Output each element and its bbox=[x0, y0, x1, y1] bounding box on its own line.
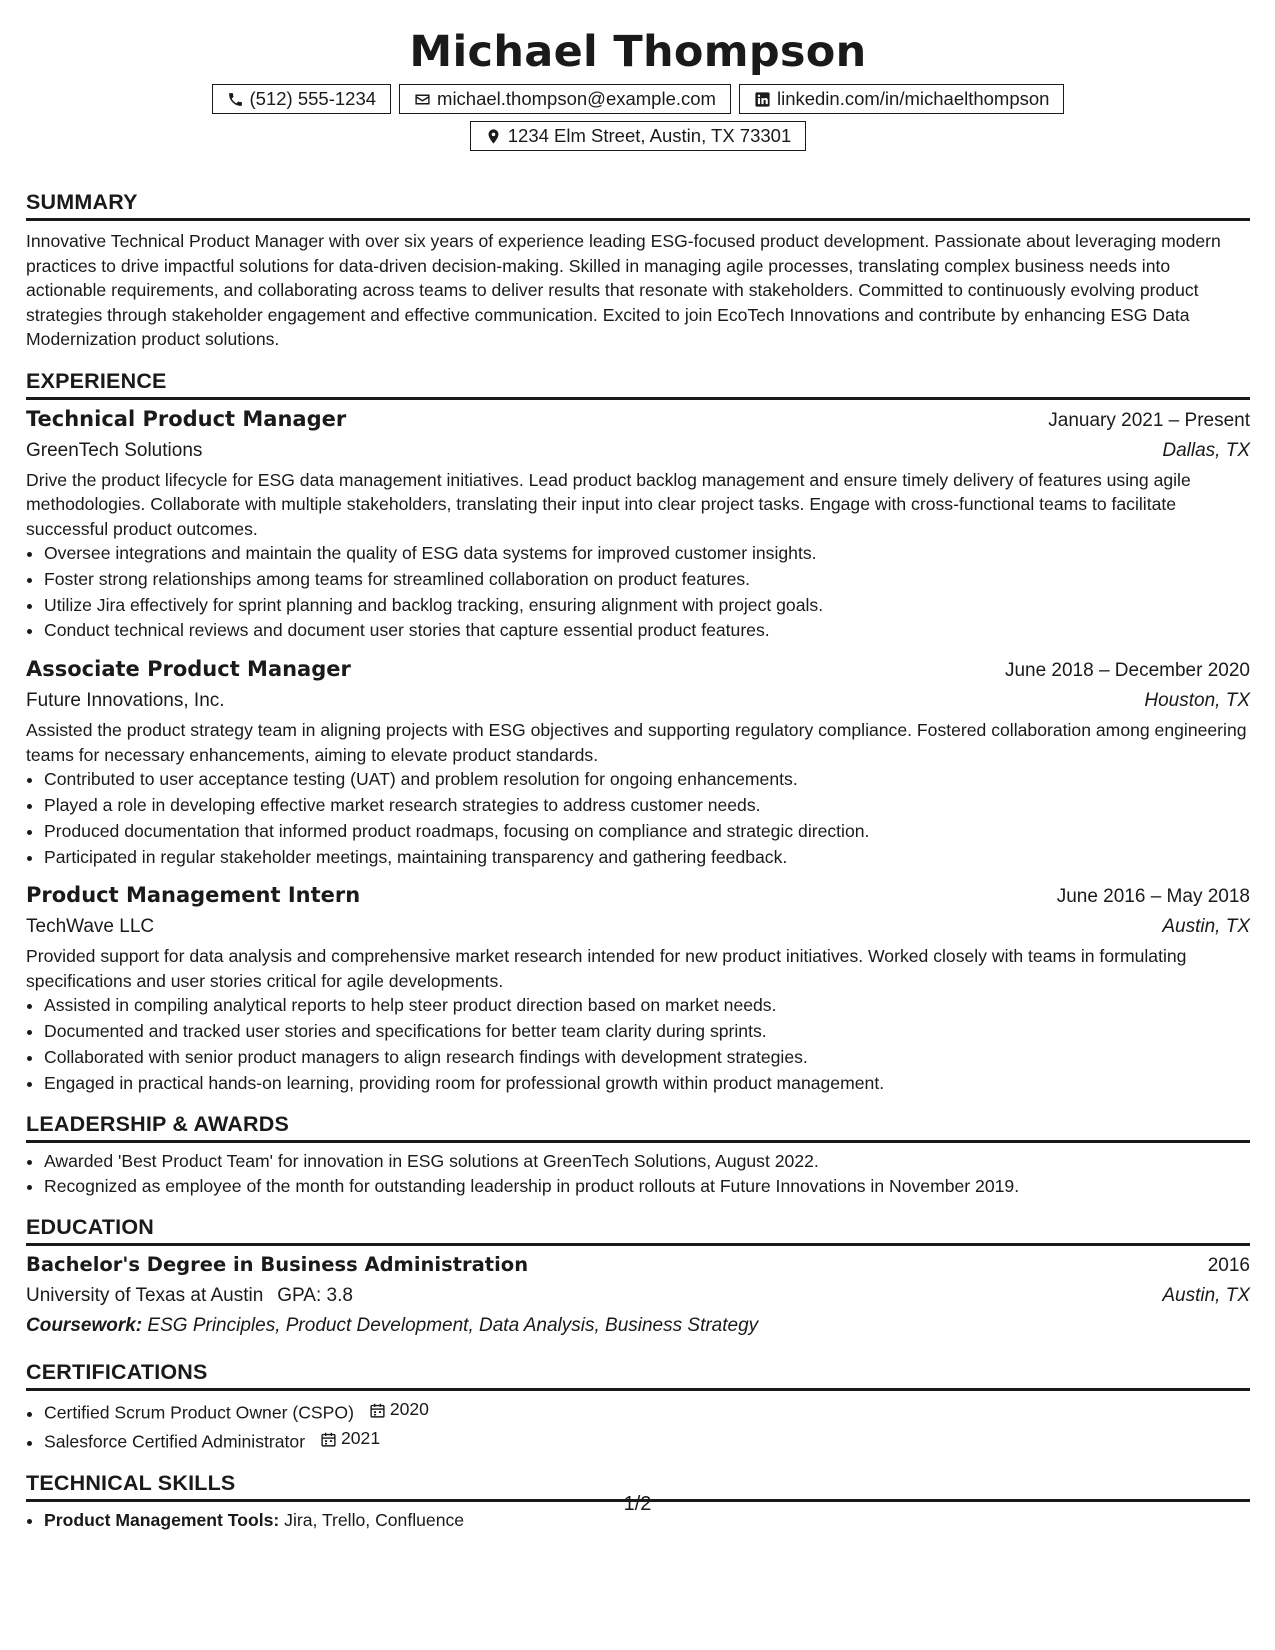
list-item: • Engaged in practical hands-on learning, providing room for professional growth within product management. bbox=[44, 1071, 1250, 1097]
list-item bbox=[44, 1397, 1250, 1426]
job-entry bbox=[26, 880, 1250, 1096]
job-description: Provided support for data analysis and comprehensive market research intended for new product initiatives. Worked closely with teams in formulating specifications and user stories critical for agile developments. bbox=[26, 946, 1187, 991]
list-item: • Contributed to user acceptance testing (UAT) and problem resolution for ongoing enhancements. bbox=[44, 767, 1250, 793]
section-heading: EDUCATION bbox=[26, 1214, 1250, 1246]
linkedin-text[interactable]: linkedin.com/in/michaelthompson bbox=[776, 88, 1050, 109]
list-item: • Documented and tracked user stories and specifications for better team clarity during sprints. bbox=[44, 1019, 1250, 1045]
email-chip[interactable] bbox=[399, 84, 731, 114]
coursework-label: Coursework: bbox=[26, 1315, 143, 1337]
linkedin-chip[interactable] bbox=[739, 84, 1065, 114]
job-title: Associate Product Manager bbox=[26, 657, 351, 682]
job-description: Drive the product lifecycle for ESG data management initiatives. Lead product backlog management and ensure timely delivery of features using agile methodologies. Collaborate with multiple stakeholders, translating their input into clear project tasks. Engage with cross-functional teams to facilitate successful product outcomes. bbox=[26, 469, 1191, 539]
candidate-name: Michael Thompson bbox=[409, 27, 867, 77]
cert-name: Certified Scrum Product Owner (CSPO) bbox=[44, 1402, 354, 1423]
job-bullets bbox=[26, 993, 1250, 1096]
school-location: Austin, TX bbox=[1162, 1285, 1250, 1307]
school-name: University of Texas at Austin bbox=[26, 1285, 264, 1307]
section-heading: TECHNICAL SKILLS bbox=[26, 1470, 1250, 1502]
section-heading: CERTIFICATIONS bbox=[26, 1359, 1250, 1391]
job-company: GreenTech Solutions bbox=[26, 439, 203, 461]
job-dates: June 2016 – May 2018 bbox=[1056, 886, 1250, 908]
job-dates: January 2021 – Present bbox=[1048, 409, 1250, 431]
job-dates: June 2018 – December 2020 bbox=[1004, 660, 1250, 682]
job-location: Dallas, TX bbox=[1162, 439, 1250, 461]
cert-year-wrap bbox=[369, 1397, 429, 1423]
calendar-icon bbox=[320, 1431, 337, 1448]
section-heading: SUMMARY bbox=[26, 189, 1250, 221]
section-heading: LEADERSHIP & AWARDS bbox=[26, 1111, 1250, 1143]
linkedin-icon bbox=[754, 91, 771, 108]
job-company: Future Innovations, Inc. bbox=[26, 690, 225, 712]
list-item: • Awarded 'Best Product Team' for innovation in ESG solutions at GreenTech Solutions, August 2022. bbox=[44, 1149, 1250, 1175]
graduation-year: 2016 bbox=[1207, 1255, 1250, 1277]
phone-chip bbox=[212, 84, 392, 114]
contact-row-2 bbox=[26, 121, 1250, 151]
cert-year: 2020 bbox=[389, 1399, 429, 1420]
certifications-section bbox=[26, 1359, 1250, 1455]
list-item: • Foster strong relationships among teams for streamlined collaboration on product features. bbox=[44, 567, 1250, 593]
page-number: 1/2 bbox=[623, 1493, 652, 1515]
cert-year: 2021 bbox=[340, 1428, 381, 1449]
job-entry bbox=[26, 404, 1250, 645]
job-company: TechWave LLC bbox=[26, 916, 155, 938]
section-heading: EXPERIENCE bbox=[26, 368, 1250, 400]
coursework bbox=[26, 1311, 1250, 1341]
job-bullets bbox=[26, 767, 1250, 870]
coursework-list: ESG Principles, Product Development, Data Analysis, Business Strategy bbox=[147, 1315, 759, 1337]
education-section bbox=[26, 1214, 1250, 1341]
list-item: • Collaborated with senior product managers to align research findings with development strategies. bbox=[44, 1045, 1250, 1071]
skill-label: Product Management Tools: bbox=[44, 1509, 280, 1530]
job-bullets bbox=[26, 541, 1250, 644]
address-chip bbox=[470, 121, 807, 151]
summary-section bbox=[26, 189, 1250, 352]
job-title: Technical Product Manager bbox=[26, 406, 347, 431]
address-text: 1234 Elm Street, Austin, TX 73301 bbox=[507, 125, 792, 146]
list-item: • Recognized as employee of the month for outstanding leadership in product rollouts at Future Innovations in November 2019. bbox=[44, 1174, 1250, 1200]
experience-section bbox=[26, 368, 1250, 1097]
map-pin-icon bbox=[485, 128, 502, 145]
job-title: Product Management Intern bbox=[26, 883, 361, 908]
resume-page bbox=[26, 18, 1250, 1533]
phone-text: (512) 555-1234 bbox=[249, 88, 377, 109]
job-location: Houston, TX bbox=[1144, 690, 1250, 712]
leadership-section bbox=[26, 1111, 1250, 1201]
list-item: • Participated in regular stakeholder meetings, maintaining transparency and gathering feedback. bbox=[44, 845, 1250, 871]
summary-text: Innovative Technical Product Manager with over six years of experience leading ESG-focused product development. Passionate about leveraging modern practices to drive impactful solutions for data-driven decision-making. Skilled in managing agile processes, translating complex business needs into actionable requirements, and collaborating across teams to deliver results that resonate with stakeholders. Committed to continuously evolving product strategies through stakeholder engagement and effective communication. Excited to join EcoTech Innovations and contribute by enhancing ESG Data Modernization product solutions. bbox=[26, 231, 1221, 349]
list-item bbox=[44, 1426, 1250, 1455]
job-location: Austin, TX bbox=[1162, 916, 1250, 938]
list-item: • Produced documentation that informed product roadmaps, focusing on compliance and strategic direction. bbox=[44, 819, 1250, 845]
calendar-icon bbox=[369, 1402, 386, 1419]
degree-title: Bachelor's Degree in Business Administration bbox=[26, 1253, 529, 1277]
awards-list bbox=[26, 1149, 1250, 1201]
list-item: • Assisted in compiling analytical reports to help steer product direction based on market needs. bbox=[44, 993, 1250, 1019]
job-entry bbox=[26, 654, 1250, 870]
list-item: • Conduct technical reviews and document user stories that capture essential product features. bbox=[44, 618, 1250, 644]
list-item: • Utilize Jira effectively for sprint planning and backlog tracking, ensuring alignment with project goals. bbox=[44, 593, 1250, 619]
school-line bbox=[26, 1281, 353, 1311]
contact-row-1 bbox=[26, 84, 1250, 114]
list-item: • Oversee integrations and maintain the quality of ESG data systems for improved customer insights. bbox=[44, 541, 1250, 567]
phone-icon bbox=[227, 91, 244, 108]
list-item: • Played a role in developing effective market research strategies to address customer needs. bbox=[44, 793, 1250, 819]
cert-year-wrap bbox=[320, 1426, 380, 1452]
job-description: Assisted the product strategy team in aligning projects with ESG objectives and supporting regulatory compliance. Fostered collaboration among engineering teams for necessary enhancements, aiming to elevate product standards. bbox=[26, 720, 1247, 765]
email-text[interactable]: michael.thompson@example.com bbox=[437, 88, 716, 109]
envelope-icon bbox=[414, 91, 431, 108]
gpa: GPA: 3.8 bbox=[277, 1285, 353, 1307]
skill-value: Jira, Trello, Confluence bbox=[284, 1509, 465, 1530]
cert-name: Salesforce Certified Administrator bbox=[44, 1431, 306, 1452]
cert-list bbox=[26, 1397, 1250, 1455]
